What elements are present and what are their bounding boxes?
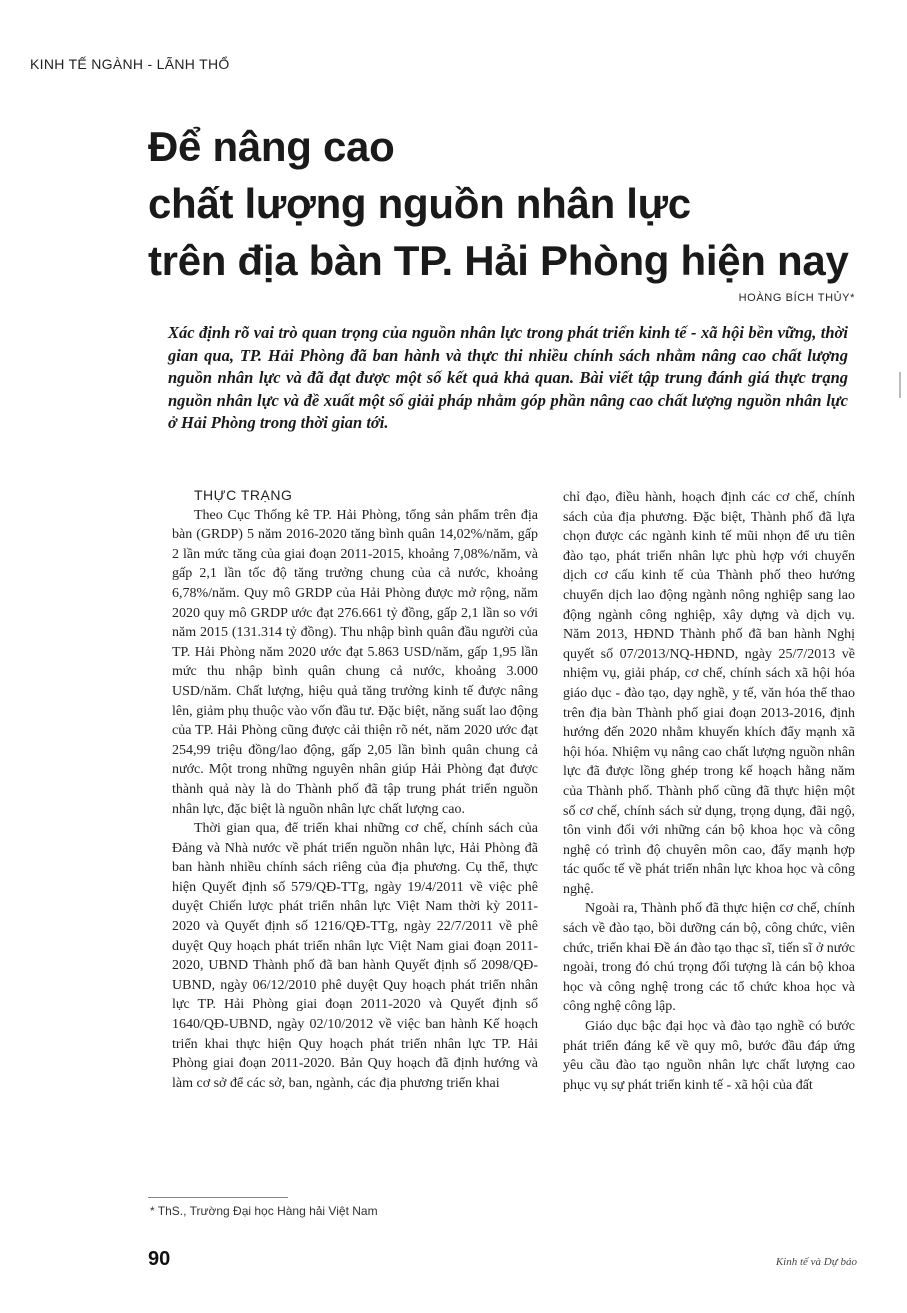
footnote-divider: [148, 1197, 288, 1198]
journal-name: Kinh tế và Dự báo: [775, 1256, 857, 1268]
article-title: [148, 118, 888, 289]
author-name: HOÀNG BÍCH THỦY*: [738, 292, 855, 304]
scan-edge-mark: [899, 372, 901, 398]
body-paragraph: chỉ đạo, điều hành, hoạch định các cơ chế, chính sách của địa phương. Đặc biệt, Thành phố đã lựa chọn được các ngành kinh tế mũi nhọn để ưu tiên đào tạo, phát triển nhân lực phù hợp với chuyển dịch cơ cấu kinh tế của Thành phố theo hướng chuyển dịch lao động ngành nông nghiệp sang lao động ngành công nghiệp, xây dựng và dịch vụ. Năm 2013, HĐND Thành phố đã ban hành Nghị quyết số 07/2013/NQ-HĐND, ngày 25/7/2013 về nhiệm vụ, giải pháp, cơ chế, chính sách xã hội hóa giáo dục - đào tạo, dạy nghề, y tế, văn hóa thể thao trên địa bàn Thành phố giai đoạn 2013-2016, định hướng đến 2020 nhằm khuyến khích đẩy mạnh xã hội hóa. Nhiệm vụ nâng cao chất lượng nguồn nhân lực đã được lồng ghép trong kế hoạch hằng năm của Thành phố. Thành phố cũng đã thực hiện một số cơ chế, chính sách sử dụng, trọng dụng, đãi ngộ, tôn vinh đối với những cán bộ khoa học và công nghệ có trình độ chuyên môn cao, đẩy mạnh hợp tác quốc tế về phát triển nhân lực khoa học và công nghệ.: [563, 490, 855, 897]
body-column-left: [172, 486, 538, 1093]
title-line-2: chất lượng nguồn nhân lực: [148, 180, 691, 227]
footnote: * ThS., Trường Đại học Hàng hải Việt Nam: [150, 1204, 378, 1218]
body-column-right: [563, 488, 855, 1095]
section-label: KINH TẾ NGÀNH - LÃNH THỔ: [30, 56, 230, 72]
body-paragraph: Theo Cục Thống kê TP. Hải Phòng, tổng sản phẩm trên địa bàn (GRDP) 5 năm 2016-2020 tăng bình quân 14,02%/năm, gấp 2 lần mức tăng của giai đoạn 2011-2015, khoảng 7,08%/năm, và gấp 2,1 lần tốc độ tăng trưởng chung của cả nước, khoảng 6,78%/năm. Quy mô GRDP của Hải Phòng được mở rộng, năm 2020 quy mô GRDP ước đạt 276.661 tỷ đồng, gấp 2,1 lần so với năm 2015 (131.314 tỷ đồng). Thu nhập bình quân đầu người của TP. Hải Phòng năm 2020 ước đạt 5.863 USD/năm, gấp 1,95 lần mức thu nhập bình quân chung cả nước, khoảng 3.000 USD/năm. Chất lượng, hiệu quả tăng trưởng kinh tế được nâng lên, giảm phụ thuộc vào vốn đầu tư. Đặc biệt, năng suất lao động của TP. Hải Phòng cũng được cải thiện rõ nét, năm 2020 ước đạt 254,99 triệu đồng/lao động, gấp 2,05 lần bình quân chung cả nước. Một trong những nguyên nhân giúp Hải Phòng đạt được thành quả này là do Thành phố đã tập trung phát triển nguồn nhân lực, đặc biệt là nguồn nhân lực chất lượng cao.: [172, 507, 538, 817]
body-paragraph: Ngoài ra, Thành phố đã thực hiện cơ chế, chính sách về đào tạo, bồi dưỡng cán bộ, công chức, viên chức, triển khai Đề án đào tạo thạc sĩ, tiến sĩ ở nước ngoài, trong đó chú trọng đối tượng là cán bộ khoa học và công nghệ trong các tổ chức khoa học và công nghệ công lập.: [563, 901, 855, 1015]
section-heading: THỰC TRẠNG: [194, 487, 293, 503]
title-line-3: trên địa bàn TP. Hải Phòng hiện nay: [148, 237, 849, 284]
title-line-1: Để nâng cao: [148, 123, 395, 170]
abstract: Xác định rõ vai trò quan trọng của nguồn nhân lực trong phát triển kinh tế - xã hội bền vững, thời gian qua, TP. Hải Phòng đã ban hành và thực thi nhiều chính sách nhằm nâng cao chất lượng nguồn nhân lực và đã đạt được một số kết quả khả quan. Bài viết tập trung đánh giá thực trạng nguồn nhân lực và đề xuất một số giải pháp nhằm góp phần nâng cao chất lượng nguồn nhân lực ở Hải Phòng trong thời gian tới.: [168, 323, 848, 432]
page-number: 90: [148, 1248, 171, 1270]
body-paragraph: Thời gian qua, để triển khai những cơ chế, chính sách của Đảng và Nhà nước về phát triển nguồn nhân lực, Hải Phòng đã ban hành nhiều chính sách riêng của địa phương. Cụ thể, thực hiện Quyết định số 579/QĐ-TTg, ngày 19/4/2011 về việc phê duyệt Chiến lược phát triển nhân lực Việt Nam thời kỳ 2011-2020 và Quyết định số 1216/QĐ-TTg, ngày 22/7/2011 về phê duyệt Quy hoạch phát triển nhân lực Việt Nam giai đoạn 2011-2020, UBND Thành phố đã ban hành Quyết định số 2098/QĐ-UBND, ngày 06/12/2010 phê duyệt Quy hoạch phát triển nhân lực TP. Hải Phòng giai đoạn 2011-2020 và Quyết định số 1640/QĐ-UBND, ngày 02/10/2012 về việc ban hành Kế hoạch triển khai thực hiện Quy hoạch phát triển nhân lực TP. Hải Phòng giai đoạn 2011-2020. Bản Quy hoạch đã định hướng và làm cơ sở để các sở, ban, ngành, các địa phương triển khai: [172, 821, 538, 1091]
body-paragraph: Giáo dục bậc đại học và đào tạo nghề có bước phát triển đáng kể về quy mô, bước đầu đáp ứng yêu cầu đào tạo nguồn nhân lực chất lượng cao phục vụ sự phát triển kinh tế - xã hội của đất: [563, 1019, 855, 1093]
